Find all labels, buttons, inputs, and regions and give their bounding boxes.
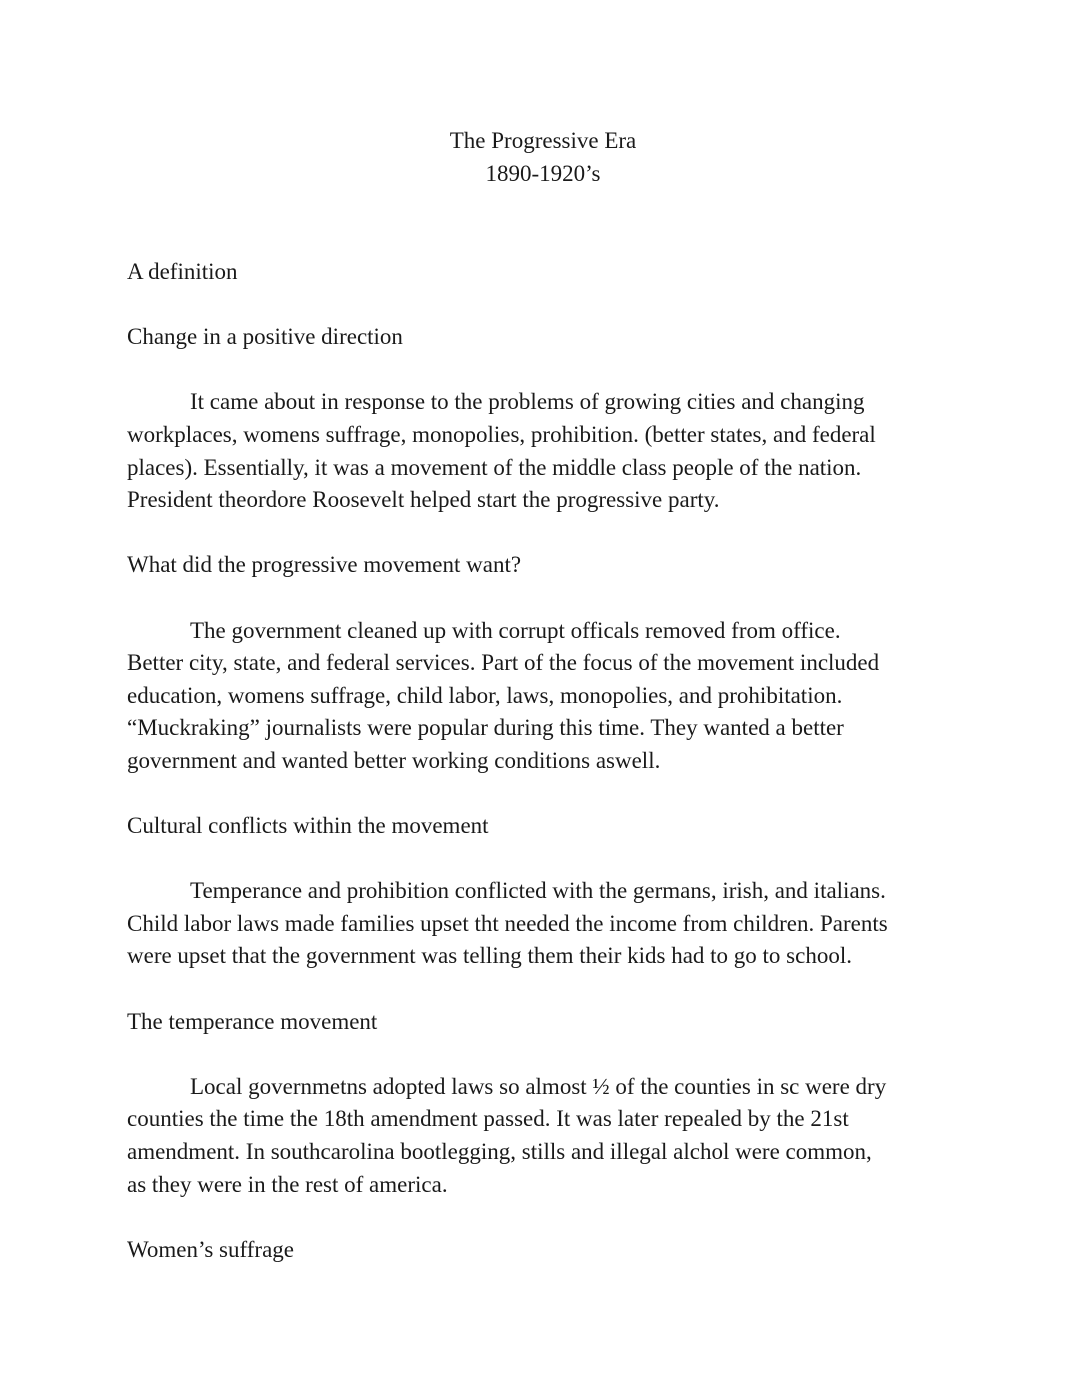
title-text: The Progressive Era: [449, 128, 637, 153]
suffrage-heading: Women’s suffrage: [127, 1236, 294, 1262]
definition-heading: A definition: [127, 259, 238, 284]
paragraph-line: as they were in the rest of america.: [127, 1171, 448, 1197]
paragraph-line: counties the time the 18th amendment passed. It was later repealed by the 21st: [127, 1106, 849, 1132]
temperance-heading: The temperance movement: [127, 1008, 378, 1034]
intro-paragraph: [127, 386, 957, 516]
document-body: [127, 256, 957, 1266]
paragraph-line: Better city, state, and federal services. Part of the focus of the movement included: [127, 650, 880, 676]
paragraph-line: workplaces, womens suffrage, monopolies, prohibition. (better states, and federal: [127, 421, 876, 447]
paragraph-line: were upset that the government was telling them their kids had to go to school.: [127, 943, 852, 969]
paragraph-line: Local governmetns adopted laws so almost ½ of the counties in sc were dry: [190, 1073, 887, 1099]
paragraph-line: places). Essentially, it was a movement of the middle class people of the nation.: [127, 454, 862, 480]
paragraph-line: It came about in response to the problems of growing cities and changing: [190, 389, 865, 415]
paragraph-line: President theordore Roosevelt helped start the progressive party.: [127, 487, 720, 513]
conflicts-heading: Cultural conflicts within the movement: [127, 813, 489, 839]
paragraph-line: Child labor laws made families upset tht needed the income from children. Parents: [127, 910, 888, 936]
want-heading: What did the progressive movement want?: [127, 552, 522, 578]
document-title: [0, 125, 1080, 190]
paragraph-line: education, womens suffrage, child labor, laws, monopolies, and prohibitation.: [127, 682, 843, 708]
want-paragraph: [127, 615, 957, 778]
definition-text: Change in a positive direction: [127, 324, 403, 350]
temperance-paragraph: [127, 1071, 957, 1201]
paragraph-line: The government cleaned up with corrupt officals removed from office.: [190, 617, 841, 643]
paragraph-line: government and wanted better working conditions aswell.: [127, 747, 661, 773]
paragraph-line: amendment. In southcarolina bootlegging, stills and illegal alchol were common,: [127, 1139, 872, 1165]
paragraph-line: Temperance and prohibition conflicted with the germans, irish, and italians.: [190, 878, 886, 904]
paragraph-line: “Muckraking” journalists were popular during this time. They wanted a better: [127, 715, 844, 741]
title-date-range: 1890-1920’s: [485, 160, 601, 186]
conflicts-paragraph: [127, 875, 957, 973]
